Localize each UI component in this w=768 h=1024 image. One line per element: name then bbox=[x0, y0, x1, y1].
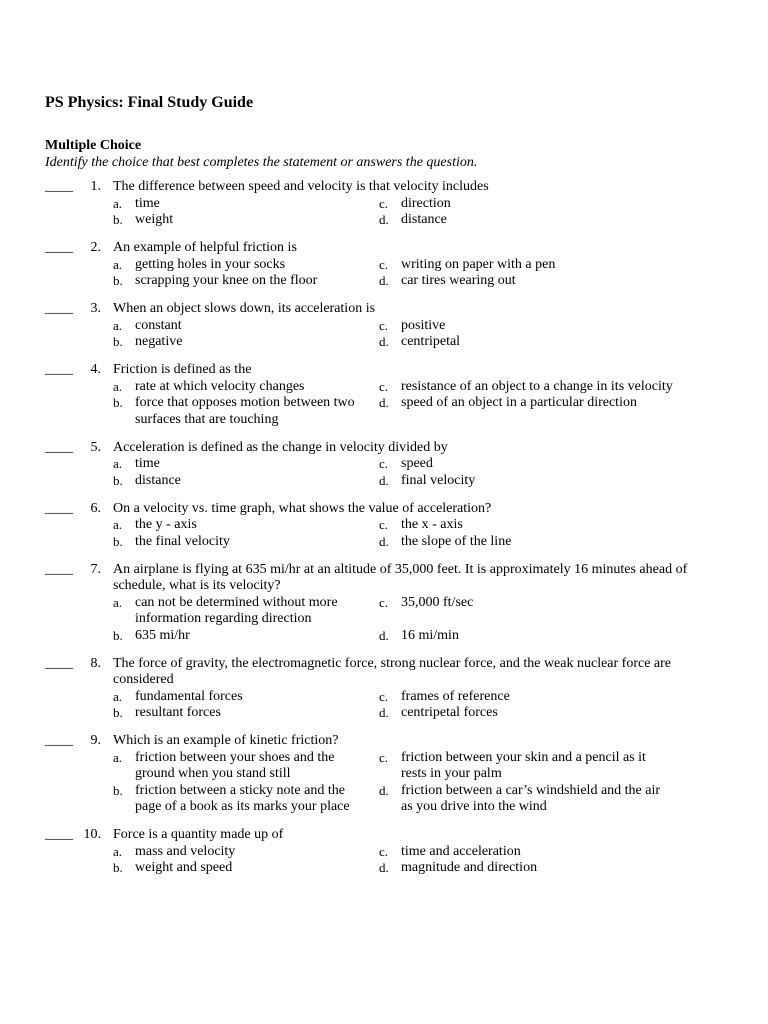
answer-choice bbox=[379, 860, 679, 877]
answer-blank[interactable]: ____ bbox=[45, 240, 73, 255]
choice-text: weight and speed bbox=[135, 860, 233, 875]
choice-text: distance bbox=[135, 472, 181, 488]
question-item bbox=[45, 240, 725, 290]
question-number: 9. bbox=[90, 733, 101, 748]
answer-choice bbox=[113, 212, 379, 229]
choice-grid bbox=[113, 257, 725, 290]
choice-text: direction bbox=[401, 195, 451, 211]
question-item bbox=[45, 179, 725, 229]
question-stem: An airplane is flying at 635 mi/hr at an altitude of 35,000 feet. It is approximately 16 minutes ahead of schedule, what is its velocity? bbox=[113, 561, 688, 593]
choice-text: time bbox=[135, 456, 160, 471]
choice-letter: a. bbox=[113, 256, 123, 272]
choice-letter: a. bbox=[113, 843, 123, 859]
answer-choice bbox=[379, 473, 679, 490]
choice-letter: d. bbox=[379, 860, 389, 875]
choice-text: rate at which velocity changes bbox=[135, 378, 305, 394]
choice-text: centripetal bbox=[401, 334, 461, 349]
choice-letter: d. bbox=[379, 212, 389, 227]
choice-letter: b. bbox=[113, 860, 123, 875]
choice-text: can not be determined without more information regarding direction bbox=[135, 594, 338, 626]
answer-choice bbox=[113, 379, 379, 396]
choice-text: negative bbox=[135, 334, 183, 349]
question-item bbox=[45, 827, 725, 877]
answer-choice bbox=[113, 595, 379, 628]
choice-letter: d. bbox=[379, 472, 389, 488]
answer-choice bbox=[379, 212, 679, 229]
answer-blank[interactable]: ____ bbox=[45, 827, 73, 842]
choice-grid bbox=[113, 456, 725, 489]
choice-text: friction between a sticky note and the page of a book as its marks your place bbox=[135, 782, 350, 814]
choice-text: friction between your skin and a pencil as it rests in your palm bbox=[401, 749, 646, 781]
answer-choice bbox=[379, 379, 679, 396]
question-item bbox=[45, 301, 725, 351]
answer-choice bbox=[379, 318, 679, 335]
choice-text: resistance of an object to a change in its velocity bbox=[401, 378, 673, 394]
choice-text: distance bbox=[401, 212, 447, 227]
choice-grid bbox=[113, 196, 725, 229]
choice-text: final velocity bbox=[401, 472, 476, 488]
choice-text: mass and velocity bbox=[135, 843, 236, 859]
choice-grid bbox=[113, 844, 725, 877]
question-item bbox=[45, 656, 725, 722]
choice-letter: b. bbox=[113, 472, 123, 488]
choice-text: friction between a car’s windshield and the air as you drive into the wind bbox=[401, 782, 661, 814]
choice-letter: d. bbox=[379, 705, 389, 720]
choice-letter: d. bbox=[379, 627, 389, 643]
answer-choice bbox=[113, 705, 379, 722]
choice-letter: d. bbox=[379, 782, 389, 798]
choice-letter: b. bbox=[113, 533, 123, 549]
document-title: PS Physics: Final Study Guide bbox=[45, 94, 254, 111]
question-number: 3. bbox=[90, 301, 101, 316]
choice-letter: c. bbox=[379, 594, 389, 610]
question-stem: The difference between speed and velocity is that velocity includes bbox=[113, 179, 489, 194]
choice-text: the y - axis bbox=[135, 517, 197, 532]
choice-text: writing on paper with a pen bbox=[401, 256, 556, 272]
choice-letter: c. bbox=[379, 749, 389, 765]
answer-blank[interactable]: ____ bbox=[45, 655, 73, 671]
instructions: Identify the choice that best completes the statement or answers the question. bbox=[45, 155, 478, 170]
choice-letter: a. bbox=[113, 688, 123, 704]
choice-text: car tires wearing out bbox=[401, 273, 516, 288]
answer-blank[interactable]: ____ bbox=[45, 179, 73, 194]
answer-choice bbox=[379, 783, 679, 816]
choice-text: weight bbox=[135, 212, 174, 227]
answer-choice bbox=[113, 456, 379, 473]
answer-blank[interactable]: ____ bbox=[45, 439, 73, 455]
choice-text: positive bbox=[401, 317, 446, 333]
choice-letter: c. bbox=[379, 517, 389, 532]
question-number: 1. bbox=[90, 179, 101, 194]
question-item bbox=[45, 501, 725, 551]
answer-choice bbox=[113, 689, 379, 706]
choice-text: 35,000 ft/sec bbox=[401, 594, 474, 610]
choice-grid bbox=[113, 689, 725, 722]
choice-letter: c. bbox=[379, 378, 389, 394]
answer-choice bbox=[113, 783, 379, 816]
question-number: 10. bbox=[83, 827, 101, 842]
answer-blank[interactable]: ____ bbox=[45, 301, 73, 316]
choice-letter: d. bbox=[379, 395, 389, 410]
answer-choice bbox=[379, 456, 679, 473]
choice-letter: a. bbox=[113, 378, 123, 394]
choice-text: friction between your shoes and the ground when you stand still bbox=[135, 749, 335, 781]
choice-grid bbox=[113, 750, 725, 816]
question-list bbox=[45, 179, 725, 877]
answer-choice bbox=[113, 334, 379, 351]
answer-choice bbox=[113, 273, 379, 290]
choice-letter: c. bbox=[379, 317, 389, 333]
answer-choice bbox=[379, 750, 679, 783]
answer-choice bbox=[113, 257, 379, 274]
choice-letter: b. bbox=[113, 334, 123, 349]
answer-choice bbox=[379, 517, 679, 534]
answer-choice bbox=[379, 689, 679, 706]
choice-letter: a. bbox=[113, 456, 123, 471]
choice-text: the final velocity bbox=[135, 533, 230, 549]
choice-text: centripetal forces bbox=[401, 705, 498, 720]
choice-grid bbox=[113, 318, 725, 351]
choice-letter: b. bbox=[113, 627, 123, 643]
choice-text: fundamental forces bbox=[135, 688, 243, 704]
question-stem: Acceleration is defined as the change in velocity divided by bbox=[113, 439, 448, 455]
question-item bbox=[45, 562, 725, 645]
answer-choice bbox=[379, 628, 679, 645]
choice-text: resultant forces bbox=[135, 705, 221, 720]
choice-text: magnitude and direction bbox=[401, 860, 538, 875]
question-stem: Force is a quantity made up of bbox=[113, 827, 284, 842]
choice-text: getting holes in your socks bbox=[135, 256, 286, 272]
choice-text: force that opposes motion between two surfaces that are touching bbox=[135, 395, 355, 427]
question-item bbox=[45, 733, 725, 816]
question-stem: When an object slows down, its acceleration is bbox=[113, 301, 376, 316]
choice-letter: d. bbox=[379, 273, 389, 288]
answer-choice bbox=[113, 196, 379, 213]
choice-letter: b. bbox=[113, 705, 123, 720]
answer-choice bbox=[113, 534, 379, 551]
choice-grid bbox=[113, 379, 725, 429]
answer-choice bbox=[113, 517, 379, 534]
answer-blank[interactable]: ____ bbox=[45, 561, 73, 577]
choice-letter: b. bbox=[113, 212, 123, 227]
choice-text: frames of reference bbox=[401, 688, 510, 704]
document-page bbox=[45, 93, 725, 888]
choice-letter: b. bbox=[113, 273, 123, 288]
question-stem: On a velocity vs. time graph, what shows the value of acceleration? bbox=[113, 500, 492, 516]
answer-choice bbox=[379, 395, 679, 428]
choice-text: 635 mi/hr bbox=[135, 627, 190, 643]
answer-choice bbox=[379, 844, 679, 861]
choice-grid bbox=[113, 595, 725, 645]
question-stem: The force of gravity, the electromagnetic force, strong nuclear force, and the weak nuclear force are considered bbox=[113, 655, 672, 687]
choice-letter: a. bbox=[113, 749, 123, 765]
answer-choice bbox=[113, 844, 379, 861]
choice-letter: b. bbox=[113, 395, 123, 410]
choice-text: 16 mi/min bbox=[401, 627, 459, 643]
choice-text: time and acceleration bbox=[401, 843, 521, 859]
question-number: 5. bbox=[90, 439, 101, 455]
choice-letter: c. bbox=[379, 456, 389, 471]
choice-grid bbox=[113, 517, 725, 550]
question-item bbox=[45, 440, 725, 490]
choice-letter: d. bbox=[379, 334, 389, 349]
question-stem: An example of helpful friction is bbox=[113, 240, 297, 255]
choice-text: speed bbox=[401, 456, 433, 471]
choice-text: scrapping your knee on the floor bbox=[135, 273, 318, 288]
section-title: Multiple Choice bbox=[45, 138, 142, 153]
answer-choice bbox=[113, 395, 379, 428]
choice-letter: c. bbox=[379, 843, 389, 859]
answer-choice bbox=[379, 334, 679, 351]
answer-choice bbox=[113, 473, 379, 490]
choice-letter: c. bbox=[379, 688, 389, 704]
answer-choice bbox=[379, 196, 679, 213]
question-number: 7. bbox=[90, 561, 101, 577]
answer-choice bbox=[379, 595, 679, 628]
answer-choice bbox=[113, 628, 379, 645]
question-number: 2. bbox=[90, 240, 101, 255]
choice-letter: c. bbox=[379, 256, 389, 272]
answer-blank[interactable]: ____ bbox=[45, 733, 73, 748]
answer-blank[interactable]: ____ bbox=[45, 500, 73, 516]
answer-blank[interactable]: ____ bbox=[45, 362, 73, 377]
answer-choice bbox=[379, 257, 679, 274]
question-number: 8. bbox=[90, 655, 101, 671]
answer-choice bbox=[379, 705, 679, 722]
choice-letter: c. bbox=[379, 195, 389, 211]
answer-choice bbox=[113, 318, 379, 335]
choice-letter: a. bbox=[113, 594, 123, 610]
choice-letter: a. bbox=[113, 195, 123, 211]
answer-choice bbox=[379, 534, 679, 551]
question-number: 6. bbox=[90, 500, 101, 516]
question-stem: Friction is defined as the bbox=[113, 362, 252, 377]
question-stem: Which is an example of kinetic friction? bbox=[113, 733, 339, 748]
answer-choice bbox=[379, 273, 679, 290]
choice-letter: b. bbox=[113, 782, 123, 798]
choice-text: constant bbox=[135, 317, 182, 333]
answer-choice bbox=[113, 750, 379, 783]
choice-letter: a. bbox=[113, 517, 123, 532]
choice-text: speed of an object in a particular direction bbox=[401, 395, 637, 410]
choice-letter: a. bbox=[113, 317, 123, 333]
answer-choice bbox=[113, 860, 379, 877]
choice-text: the slope of the line bbox=[401, 533, 512, 549]
choice-letter: d. bbox=[379, 533, 389, 549]
choice-text: the x - axis bbox=[401, 517, 463, 532]
choice-text: time bbox=[135, 195, 160, 211]
question-number: 4. bbox=[90, 362, 101, 377]
question-item bbox=[45, 362, 725, 428]
